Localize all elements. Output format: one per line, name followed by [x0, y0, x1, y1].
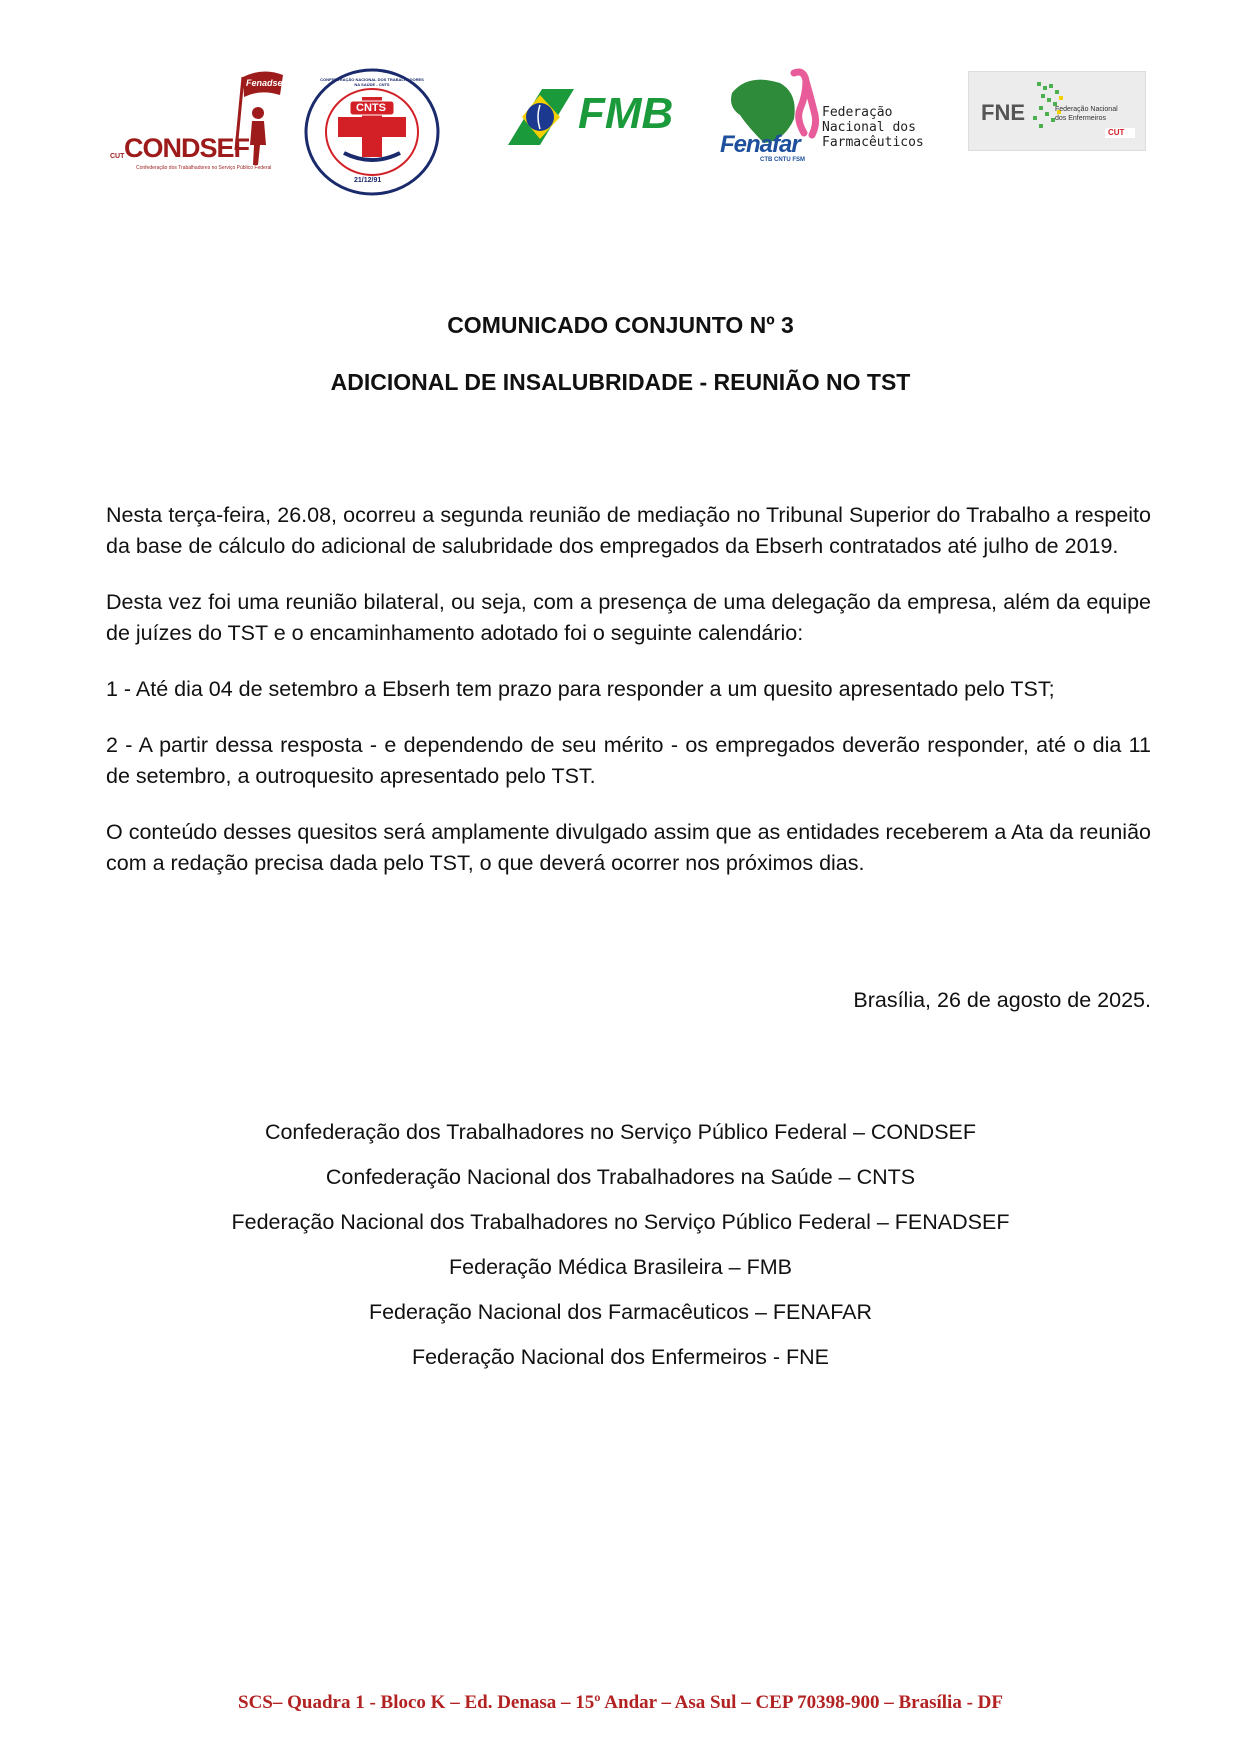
- signer-item: Confederação dos Trabalhadores no Serviço Público Federal – CONDSEF: [264, 1120, 977, 1144]
- condsef-top-text: Fenadsef: [246, 78, 286, 88]
- condsef-logo: [108, 65, 298, 175]
- signer-item: Federação Nacional dos Enfermeiros - FNE: [411, 1345, 830, 1369]
- fmb-logo: [500, 85, 680, 155]
- signer-item: Federação Nacional dos Trabalhadores no Serviço Público Federal – FENADSEF: [231, 1210, 1010, 1234]
- signer-item: Federação Nacional dos Farmacêuticos – FENAFAR: [368, 1300, 873, 1324]
- paragraph: Nesta terça-feira, 26.08, ocorreu a segunda reunião de mediação no Tribunal Superior do Trabalho a respeito da base de cálculo do adicional de salubridade dos empregados da Ebserh contratados até julho de 2019.: [106, 503, 1151, 558]
- fne-badge: CUT: [1108, 128, 1125, 137]
- cnts-logo: [302, 67, 442, 197]
- fne-line1: Federação Nacional: [1055, 106, 1118, 113]
- cnts-ring-text: CONFEDERAÇÃO NACIONAL DOS TRABALHADORES NA SAÚDE - CNTS: [320, 77, 424, 87]
- fenafar-line3: Farmacêuticos: [822, 135, 924, 150]
- fne-line2: dos Enfermeiros: [1055, 115, 1106, 122]
- paragraph: 1 - Até dia 04 de setembro a Ebserh tem prazo para responder a um quesito apresentado pelo TST;: [106, 677, 1055, 701]
- signer-item: Federação Médica Brasileira – FMB: [449, 1255, 792, 1279]
- fne-text: FNE: [981, 100, 1025, 125]
- paragraph: 2 - A partir dessa resposta - e dependendo de seu mérito - os empregados deverão responder, até o dia 11 de setembro, a outroquesito apresentado pelo TST.: [106, 733, 1151, 788]
- condsef-small-text: Confederação dos Trabalhadores no Serviço Público Federal: [136, 165, 272, 171]
- cnts-date-text: 21/12/91: [354, 177, 382, 184]
- footer-address: SCS– Quadra 1 - Bloco K – Ed. Denasa – 15º Andar – Asa Sul – CEP 70398-900 – Brasília - DF: [238, 1692, 1003, 1713]
- fenafar-main-text: Fenafar: [720, 131, 800, 158]
- cnts-center-text: CNTS: [356, 102, 386, 114]
- logo-row: [0, 55, 1241, 195]
- fne-logo: [968, 71, 1146, 151]
- document-body: [106, 500, 1151, 904]
- signers-list: [0, 1110, 1241, 1380]
- fenafar-line1: Federação: [822, 105, 893, 120]
- paragraph: Desta vez foi uma reunião bilateral, ou seja, com a presença de uma delegação da empresa, além da equipe de juízes do TST e o encaminhamento adotado foi o seguinte calendário:: [106, 590, 1151, 645]
- paragraph: O conteúdo desses quesitos será amplamente divulgado assim que as entidades receberem a Ata da reunião com a redação precisa dada pelo TST, o que deverá ocorrer nos próximos dias.: [106, 820, 1151, 875]
- fenafar-small-text: CTB CNTU FSM: [760, 157, 805, 163]
- fmb-text: FMB: [578, 89, 674, 138]
- fenafar-logo: [718, 65, 924, 165]
- document-title: COMUNICADO CONJUNTO Nº 3: [447, 312, 794, 338]
- signer-item: Confederação Nacional dos Trabalhadores na Saúde – CNTS: [325, 1165, 916, 1189]
- document-subtitle: ADICIONAL DE INSALUBRIDADE - REUNIÃO NO TST: [330, 369, 911, 395]
- document-date: Brasília, 26 de agosto de 2025.: [853, 988, 1151, 1012]
- condsef-badge: CUT: [110, 153, 125, 160]
- fenafar-line2: Nacional dos: [822, 120, 916, 135]
- condsef-main-text: CONDSEF: [124, 133, 250, 163]
